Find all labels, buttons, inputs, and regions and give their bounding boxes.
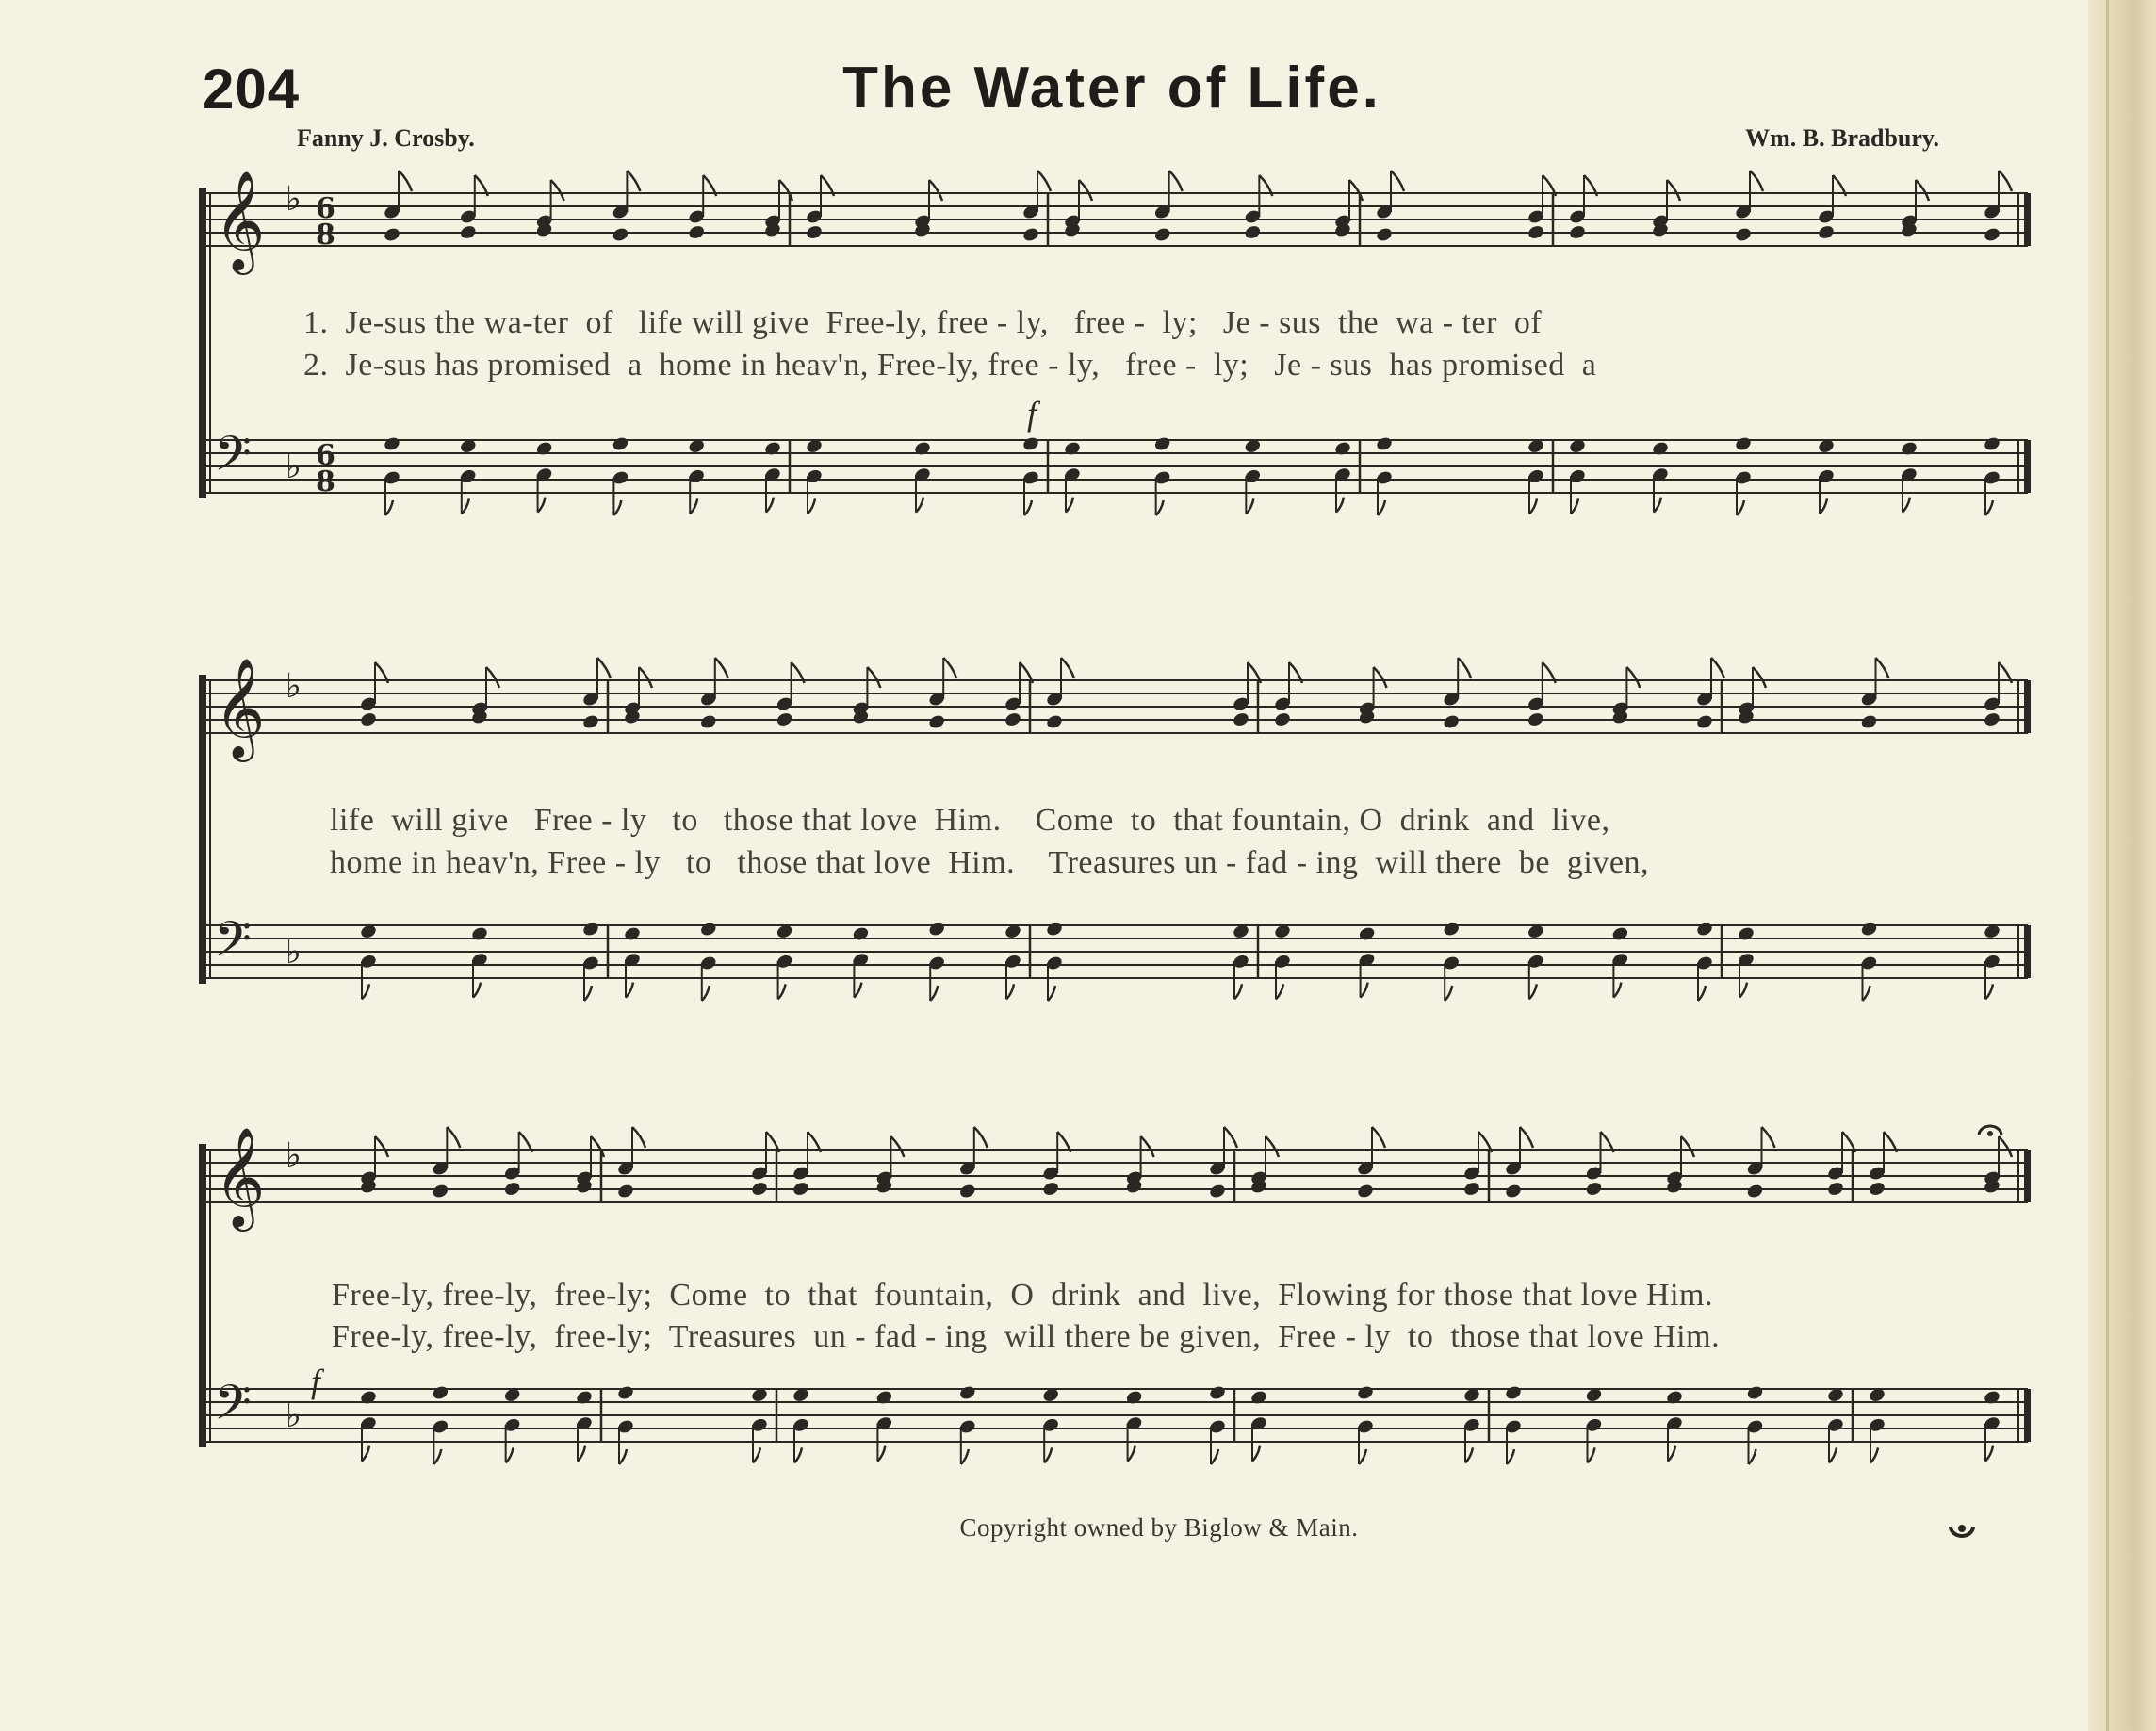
note-flag (619, 1449, 627, 1464)
note-flag (808, 498, 815, 514)
note-flag (1753, 667, 1766, 688)
note-head (1665, 1389, 1684, 1406)
system2-verse1: life will give Free - ly to those that love Him. Come to that fountain, O drink and live, (330, 803, 1610, 838)
note-flag (538, 498, 546, 513)
note-flag (1749, 1449, 1756, 1464)
note-flag (1128, 1446, 1135, 1462)
system-1 (199, 170, 2031, 515)
note-flag (1361, 983, 1368, 998)
note-head (1358, 925, 1377, 942)
note-flag (1829, 1447, 1837, 1462)
note-flag (1711, 658, 1724, 678)
note-flag (1336, 498, 1344, 513)
note-head (1462, 1181, 1481, 1198)
note-head (575, 1389, 594, 1406)
system2-verse2: home in heav'n, Free - ly to those that love Him. Treasures un - fad - ing will there be given, (330, 845, 1649, 880)
note-flag (1234, 984, 1242, 999)
note-flag (1252, 1446, 1260, 1462)
forte-mark-1: f (1027, 395, 1037, 433)
note-flag (362, 984, 369, 999)
note-flag (1037, 171, 1051, 191)
note-head (1983, 1389, 2001, 1406)
note-head (432, 1183, 450, 1200)
note-head (623, 925, 642, 942)
note-flag (1999, 1136, 2012, 1157)
note-flag (1391, 171, 1404, 191)
final-barline-thick (2024, 1150, 2031, 1202)
note-flag (961, 1449, 969, 1464)
treble-clef-icon: 𝄞 (214, 657, 266, 758)
note-flag (1698, 986, 1706, 1001)
note-flag (1916, 180, 1929, 201)
note-flag (1458, 658, 1471, 678)
note-head (1356, 1183, 1375, 1200)
note-head (1045, 713, 1064, 730)
bass-clef-icon: 𝄢 (214, 425, 252, 494)
system-bracket (199, 188, 206, 498)
note-head (1568, 224, 1587, 241)
note-head (383, 226, 401, 243)
treble-clef-icon: 𝄞 (214, 170, 266, 270)
note-head (1695, 921, 1714, 938)
note-flag (1820, 498, 1827, 514)
note-flag (551, 180, 564, 201)
note-head (958, 1384, 977, 1401)
note-flag (375, 1136, 388, 1157)
note-flag (1903, 498, 1910, 513)
copyright-notice: Copyright owned by Biglow & Main. (959, 1513, 1359, 1542)
note-flag (1626, 667, 1640, 688)
fermata-dot-icon (1987, 1131, 1993, 1136)
note-head (927, 713, 946, 730)
hymn-title: The Water of Life. (842, 56, 1381, 121)
note-head (1900, 440, 1919, 457)
note-flag (1024, 500, 1032, 515)
note-flag (1372, 1127, 1385, 1148)
note-flag (1654, 498, 1661, 513)
note-flag (766, 498, 774, 513)
note-head (470, 925, 489, 942)
note-head (958, 1183, 977, 1200)
note-head (1356, 1384, 1375, 1401)
note-flag (1762, 1127, 1775, 1148)
note-flag (778, 984, 786, 999)
note-flag (1863, 986, 1870, 1001)
key-signature-flat-icon: ♭ (286, 933, 302, 972)
note-flag (1740, 983, 1747, 998)
note-head (1585, 1181, 1604, 1198)
note-head (1041, 1181, 1060, 1198)
note-flag (1359, 1449, 1366, 1464)
note-head (1442, 713, 1461, 730)
note-head (1983, 226, 2001, 243)
note-head (1153, 435, 1172, 452)
note-flag (1870, 1447, 1878, 1462)
note-head (1651, 440, 1670, 457)
note-head (1375, 435, 1394, 452)
note-head (612, 435, 630, 452)
note-head (1208, 1384, 1227, 1401)
note-head (1527, 711, 1545, 728)
note-flag (1668, 1446, 1675, 1462)
note-head (750, 1181, 769, 1198)
note-flag (385, 500, 393, 515)
note-flag (506, 1447, 514, 1462)
note-flag (591, 1136, 604, 1157)
note-flag (1066, 498, 1073, 513)
note-head (699, 713, 718, 730)
treble-clef-icon: 𝄞 (214, 1126, 266, 1227)
note-head (616, 1384, 635, 1401)
note-flag (1211, 1449, 1218, 1464)
key-signature-flat-icon: ♭ (286, 1136, 302, 1175)
note-flag (753, 1447, 760, 1462)
final-barline-thick (2024, 925, 2031, 978)
note-head (1504, 1384, 1523, 1401)
note-flag (362, 1446, 369, 1462)
note-flag (974, 1127, 988, 1148)
note-flag (486, 667, 499, 688)
note-flag (1529, 984, 1537, 999)
note-flag (1985, 984, 1993, 999)
note-flag (639, 667, 652, 688)
note-flag (854, 983, 861, 998)
note-head (616, 1183, 635, 1200)
note-head (1004, 711, 1022, 728)
note-flag (702, 986, 710, 1001)
system1-verse1: 1. Je-sus the wa-ter of life will give Free-ly, free - ly, free - ly; Je - sus the wa - ter of (303, 305, 1543, 340)
note-flag (690, 498, 697, 514)
note-head (535, 440, 554, 457)
note-flag (779, 180, 792, 201)
final-barline-thick (2024, 680, 2031, 733)
note-flag (1079, 180, 1092, 201)
note-flag (1246, 498, 1253, 514)
note-head (1868, 1181, 1886, 1198)
time-signature-bottom: 8 (316, 465, 335, 498)
note-flag (1876, 658, 1889, 678)
note-head (581, 921, 600, 938)
system-bracket (199, 1144, 206, 1447)
note-head (687, 224, 706, 241)
note-head (1860, 713, 1879, 730)
note-head (1063, 440, 1082, 457)
note-flag (1507, 1449, 1514, 1464)
note-head (805, 224, 824, 241)
note-head (1021, 435, 1040, 452)
note-flag (627, 171, 640, 191)
note-head (875, 1389, 894, 1406)
note-head (1734, 226, 1753, 243)
note-head (1232, 711, 1250, 728)
note-head (1737, 925, 1756, 942)
forte-mark-2: f (311, 1363, 321, 1400)
composer-credit: Wm. B. Bradbury. (1745, 124, 1939, 152)
note-head (1817, 224, 1836, 241)
note-head (1527, 224, 1545, 241)
note-head (1983, 711, 2001, 728)
note-head (1208, 1183, 1227, 1200)
note-flag (1571, 498, 1578, 514)
bass-clef-icon: 𝄢 (214, 1374, 252, 1443)
note-head (1153, 226, 1172, 243)
note-flag (597, 658, 611, 678)
note-head (503, 1181, 522, 1198)
note-flag (433, 1449, 441, 1464)
note-head (1860, 921, 1879, 938)
note-flag (1224, 1127, 1237, 1148)
note-flag (1999, 171, 2012, 191)
note-head (776, 711, 794, 728)
note-flag (715, 658, 728, 678)
note-head (763, 440, 782, 457)
note-head (359, 711, 378, 728)
note-head (1983, 435, 2001, 452)
note-flag (613, 500, 621, 515)
key-signature-flat-icon: ♭ (286, 667, 302, 706)
system3-verse1: Free-ly, free-ly, free-ly; Come to that fountain, O drink and live, Flowing for those that love Him. (332, 1278, 1713, 1313)
note-flag (1750, 171, 1763, 191)
note-head (1045, 921, 1064, 938)
note-flag (867, 667, 880, 688)
note-flag (1985, 1446, 1993, 1462)
note-head (459, 224, 478, 241)
note-head (581, 713, 600, 730)
note-head (1826, 1181, 1845, 1198)
note-head (1695, 713, 1714, 730)
note-flag (890, 1136, 904, 1157)
note-head (359, 1389, 378, 1406)
note-head (1746, 1384, 1765, 1401)
note-flag (1169, 171, 1183, 191)
system3-verse2: Free-ly, free-ly, free-ly; Treasures un - fad - ing will there be given, Free - ly to those that love Him. (332, 1319, 1721, 1354)
note-flag (1667, 180, 1680, 201)
note-flag (626, 983, 633, 998)
key-signature-flat-icon: ♭ (286, 448, 302, 486)
note-flag (1266, 1136, 1279, 1157)
hymn-number: 204 (203, 57, 301, 121)
note-head (792, 1181, 810, 1198)
note-flag (447, 1127, 460, 1148)
note-flag (1156, 500, 1164, 515)
note-head (1746, 1183, 1765, 1200)
note-head (383, 435, 401, 452)
note-flag (1276, 984, 1283, 999)
note-flag (794, 1447, 802, 1462)
note-head (913, 440, 932, 457)
note-flag (1520, 1127, 1533, 1148)
note-flag (1141, 1136, 1154, 1157)
note-flag (473, 983, 481, 998)
note-flag (462, 498, 469, 514)
note-flag (930, 986, 938, 1001)
note-head (432, 1384, 450, 1401)
time-signature-bottom: 8 (316, 219, 335, 252)
system1-verse2: 2. Je-sus has promised a home in heav'n, Free-ly, free - ly, free - ly; Je - sus has promised a (303, 348, 1597, 383)
note-head (1442, 921, 1461, 938)
note-flag (1529, 498, 1537, 514)
note-head (1504, 1183, 1523, 1200)
final-barline-thick (2024, 1389, 2031, 1442)
note-flag (1374, 667, 1387, 688)
note-head (927, 921, 946, 938)
note-flag (399, 171, 412, 191)
note-flag (1445, 986, 1452, 1001)
note-head (852, 925, 871, 942)
note-flag (1465, 1447, 1473, 1462)
note-flag (584, 986, 592, 1001)
note-flag (578, 1446, 585, 1462)
note-flag (1985, 500, 1993, 515)
key-signature-flat-icon: ♭ (286, 1396, 302, 1435)
note-flag (1378, 500, 1385, 515)
note-flag (1061, 658, 1074, 678)
note-flag (1006, 984, 1014, 999)
note-flag (632, 1127, 645, 1148)
note-flag (1681, 1136, 1694, 1157)
note-head (1734, 435, 1753, 452)
note-head (1611, 925, 1630, 942)
note-head (1273, 711, 1292, 728)
time-signature-top: 6 (316, 192, 335, 225)
note-head (1244, 224, 1263, 241)
final-barline-thick (2024, 440, 2031, 493)
note-head (1333, 440, 1352, 457)
note-head (1250, 1389, 1268, 1406)
bass-clef-icon: 𝄢 (214, 910, 252, 979)
note-head (699, 921, 718, 938)
system-bracket (199, 675, 206, 984)
time-signature-top: 6 (316, 439, 335, 472)
note-flag (1613, 983, 1621, 998)
note-flag (916, 498, 923, 513)
lyricist-credit: Fanny J. Crosby. (297, 124, 475, 152)
final-barline-thick (2024, 193, 2031, 246)
note-head (1375, 226, 1394, 243)
note-flag (943, 658, 956, 678)
note-head (1021, 226, 1040, 243)
note-flag (877, 1446, 885, 1462)
note-flag (1588, 1447, 1595, 1462)
note-flag (1737, 500, 1744, 515)
note-flag (1349, 180, 1363, 201)
key-signature-flat-icon: ♭ (286, 180, 302, 219)
note-flag (1044, 1447, 1052, 1462)
note-head (1125, 1389, 1144, 1406)
note-head (612, 226, 630, 243)
note-flag (1048, 986, 1055, 1001)
note-flag (929, 180, 942, 201)
